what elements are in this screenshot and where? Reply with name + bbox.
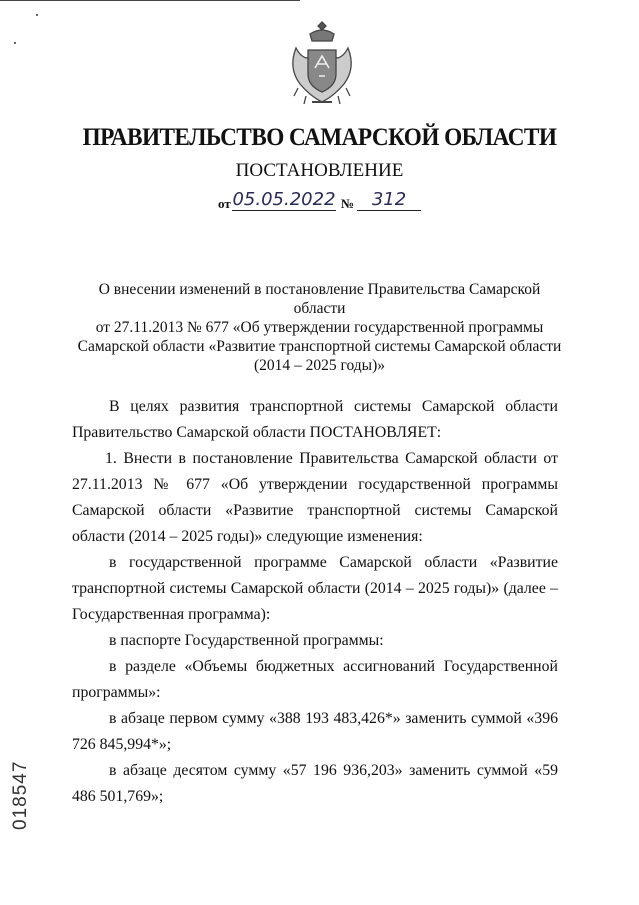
subject-line: (2014 – 2025 годы)»: [253, 357, 386, 374]
subject-line: Самарской области «Развитие транспортной системы Самарской области: [77, 338, 562, 355]
number-label: №: [341, 196, 355, 211]
scan-speck: [36, 14, 38, 16]
preamble-paragraph: В целях развития транспортной системы Самарской области Правительство Самарской области ПОСТАНОВЛЯЕТ:: [72, 398, 558, 441]
program-paragraph: в государственной программе Самарской области «Развитие транспортной системы Самарской области (2014 – 2025 годы)» (далее – Государственная программа):: [72, 554, 558, 623]
serial-number: 018547: [10, 760, 31, 830]
item-1-paragraph: 1. Внести в постановление Правительства Самарской области от 27.11.2013 № 677 «Об утверждении государственной программы Самарской области «Развитие транспортной системы Самарской области (2014 – 2025 годы)» следующие изменения:: [72, 450, 558, 545]
government-title: ПРАВИТЕЛЬСТВО САМАРСКОЙ ОБЛАСТИ: [82, 124, 557, 151]
tenth-paragraph-change: в абзаце десятом сумму «57 196 936,203» заменить суммой «59 486 501,769»;: [72, 762, 558, 805]
first-paragraph-change: в абзаце первом сумму «388 193 483,426*» заменить суммой «396 726 845,994*»;: [72, 710, 558, 753]
document-subject: [72, 280, 567, 375]
coat-of-arms-icon: [286, 20, 358, 106]
document-body: [72, 394, 558, 810]
number-value: 312: [357, 189, 421, 211]
section-paragraph: в разделе «Объемы бюджетных ассигнований Государственной программы»:: [72, 658, 558, 701]
date-label: от: [218, 196, 231, 211]
date-value: 05.05.2022: [232, 189, 336, 210]
scan-speck: [14, 42, 16, 44]
document-type: ПОСТАНОВЛЕНИЕ: [235, 160, 404, 181]
subject-line: О внесении изменений в постановление Правительства Самарской области: [98, 281, 541, 317]
passport-paragraph: в паспорте Государственной программы:: [109, 632, 384, 649]
top-rule: [0, 0, 300, 1]
subject-line: от 27.11.2013 № 677 «Об утверждении государственной программы: [95, 319, 544, 336]
